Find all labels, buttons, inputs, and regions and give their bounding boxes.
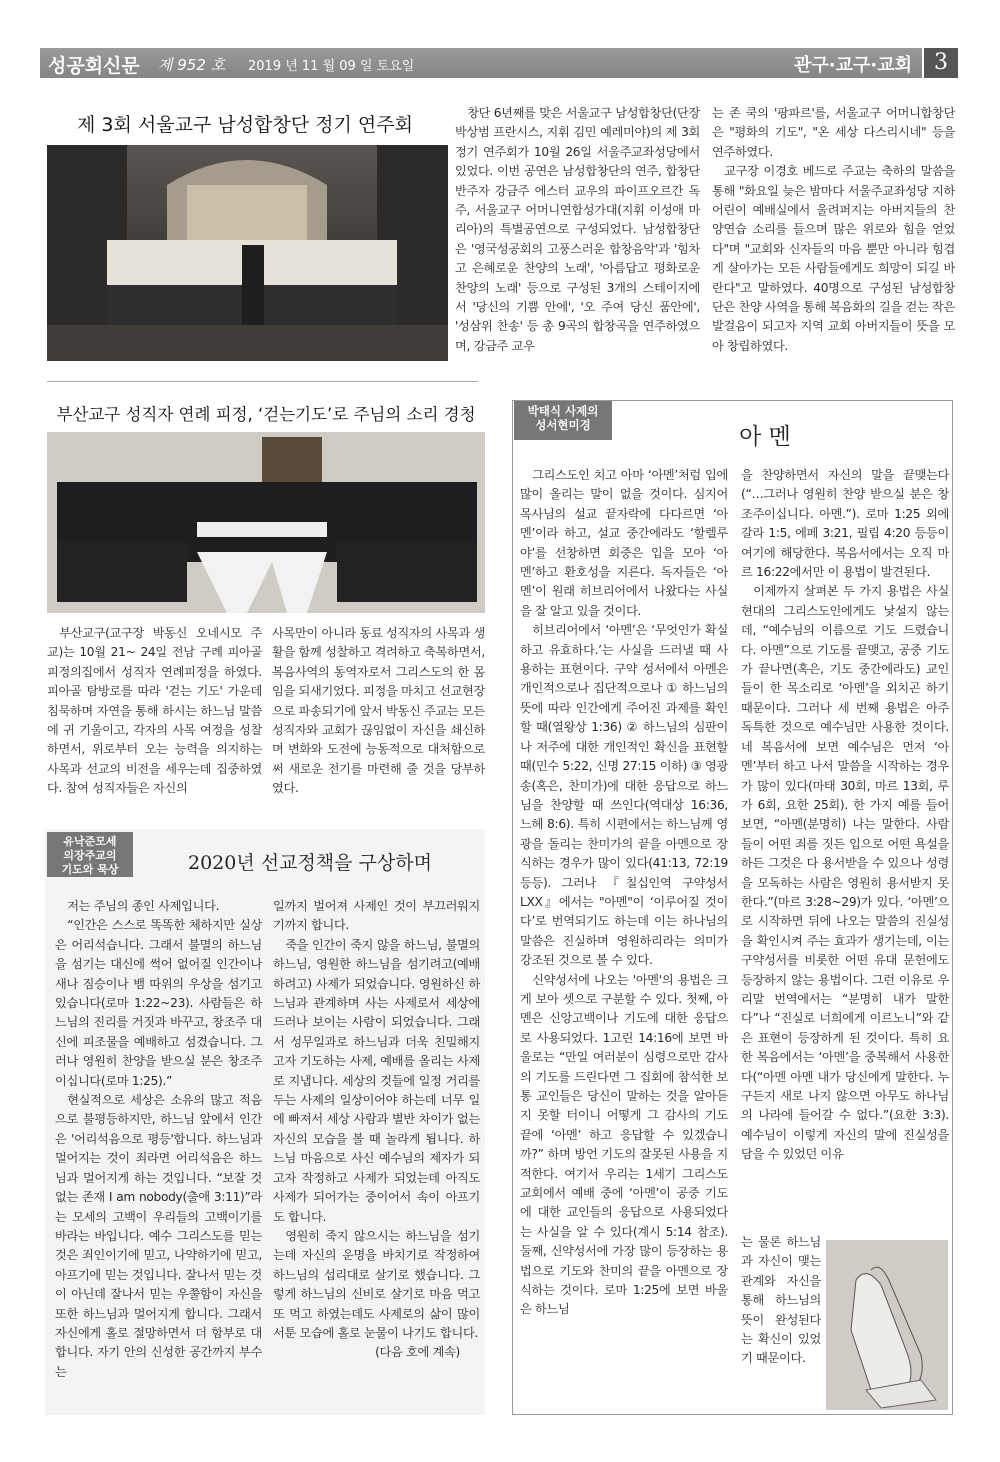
choir-photo-image <box>47 145 448 361</box>
bible-column-paragraph: 신약성서에 나오는 '아멘'의 용법은 크게 보아 셋으로 구분할 수 있다. 첫째, 아멘은 신앙고백이나 기도에 대한 응답으로 사용되었다. 1고린 14:16에 보면 바울로는 “만일 여러분이 심령으로만 감사의 기도를 드린다면 그 집회에 참석한 보통 교인들은 당신이 말하는 것을 알아듣지 못할 터이니 어떻게 그 감사의 기도 끝에 ‘아멘’ 하고 응답할 수 있겠습니까?” 하며 방언 기도의 잘못된 사용을 지적한다. 여기서 우리는 1세기 그리스도교회에서 예배 중에 ‘아멘’이 공중 기도에 대한 교인들의 응답으로 사용되었다는 사실을 알 수 있다(계시 5:14 참조). 둘째, 신약성서에 가장 많이 등장하는 용법으로 기도와 찬미의 끝을 아멘으로 장식하는 것이다. 로마 1:25에 보면 바울은 하느님 <box>520 972 728 1317</box>
divider <box>47 381 478 382</box>
clergy-photo <box>47 432 485 613</box>
bishop-column-paragraph: 현실적으로 세상은 소유의 많고 적음으로 불평등하지만, 하느님 앞에서 인간은 '어리석음으로 평등'합니다. 하느님과 멀어지는 것이 죄라면 어리석음은 하느님과 멀어지게 하는 것입니다. “보잘 것 없는 존재 I am nobody(출애 3:11)”라는 모세의 고백이 우리들의 고백이기를 바라는 바입니다. 예수 그리스도를 믿는 것은 죄인이기에 믿고, 나약하기에 믿고, 아프기에 믿는 것입니다. 잘나서 믿는 것이 아닌데 잘나서 믿는 우쭐함이 자신을 또한 하느님과 멀어지게 합니다. 그래서 자신에게 홀로 절망하면서 더 함부로 대합니다. 자기 안의 신성한 공간까지 부수는 <box>55 1093 262 1379</box>
bible-column-title: 아 멘 <box>739 424 791 450</box>
section-name: 관구·교구·교회 <box>793 55 912 76</box>
label-line: 유낙준모세 <box>63 835 117 848</box>
bishop-column-paragraph: 영원히 죽지 않으시는 하느님을 섬기는데 자신의 운명을 바치기로 작정하여 하느님의 섭리대로 살기로 했습니다. 그렇게 하느님의 신비로 살기로 마음 먹고 또 먹고 하였는데도 사제로의 삶이 많이 서툰 모습에 홀로 눈물이 나기도 합니다. <box>273 1228 480 1340</box>
page-number: 3 <box>922 48 958 78</box>
article1-title: 제 3회 서울교구 남성합창단 정기 연주회 <box>77 114 413 136</box>
bible-column-col-2-end <box>741 1233 821 1369</box>
choir-photo <box>47 145 448 361</box>
label-line: 박태식 사제의 <box>527 404 599 418</box>
article1-column-1 <box>455 104 700 356</box>
clergy-photo-image <box>47 432 485 613</box>
bishop-column-paragraph: “인간은 스스로 똑똑한 체하지만 실상은 어리석습니다. 그래서 불멸의 하느님을 섬기는 대신에 썩어 없어질 인간이나 새나 짐승이나 뱀 따위의 우상을 섬기고 있습니다(로마 1:22~23). 사람들은 하느님의 진리를 거짓과 바꾸고, 창조주 대신에 피조물을 예배하고 섬겼습니다. 그러나 영원히 찬양을 받으실 분은 창조주이십니다(로마 1:25).” <box>55 918 262 1088</box>
bishop-column-paragraph: 일까지 벌어져 사제인 것이 부끄러워지기까지 합니다. <box>273 899 480 933</box>
label-line: 기도와 묵상 <box>61 863 119 876</box>
article1-paragraph: 는 존 쿡의 '팡파르'를, 서울교구 어머니합창단은 "평화의 기도", "온 세상 다스리시네" 등을 연주하였다. <box>712 106 955 159</box>
bible-column-paragraph: 는 물론 하느님과 자신이 맺는 관계와 자신을 통해 하느님의 뜻이 완성된다는 확신이 있었기 때문이다. <box>741 1235 821 1366</box>
praying-hands-icon <box>826 1240 948 1410</box>
article2-title: 부산교구 성직자 연례 피정, ‘걷는기도’로 주님의 소리 경청 <box>56 405 476 424</box>
issue-date: 2019 년 11 월 09 일 토요일 <box>248 59 415 74</box>
article1-paragraph: 창단 6년째를 맞은 서울교구 남성합창단(단장 박상범 프란시스, 지휘 김민 예레미야)의 제 3회 정기 연주회가 10월 26일 서울주교좌성당에서 있었다. 이번 공연은 남성합창단의 연주, 합창단 반주자 강금주 에스터 교우의 파이프오르간 독주, 서울교구 어머니연합성가대(지휘 이성애 마리아)의 특별공연으로 구성되었다. 남성합창단은 '영국성공회의 고풍스러운 합창음악'과 '힘차고 은혜로운 찬양의 노래', '아름답고 평화로운 찬양의 노래' 등으로 구성된 3개의 스테이지에서 '당신의 기쁨 안에', '오 주여 당신 품안에', '성삼위 찬송' 등 총 9곡의 합창곡을 연주하였으며, 강금주 교우 <box>455 106 700 353</box>
bible-column-col-2 <box>741 466 949 1165</box>
article2-column-2 <box>272 624 485 799</box>
bible-column-paragraph: 그리스도인 치고 아마 ‘아멘’처럼 입에 많이 올리는 말이 없을 것이다. 심지어 목사님의 설교 끝자락에 다다르면 ‘아멘’이라 하고, 설교 중간에라도 ‘할렐루야’를 선창하면 회중은 입을 모아 ‘아멘’하고 환호성을 지른다. 독자들은 ‘아멘’이 원래 히브리어에서 나왔다는 사실을 잘 알고 있을 것이다. <box>520 468 728 618</box>
masthead-bar <box>40 48 958 78</box>
newspaper-name: 성공회신문 <box>48 55 140 77</box>
article2-paragraph: 사목만이 아니라 동료 성직자의 사목과 생활을 함께 성찰하고 격려하고 축복하면서, 복음사역의 동역자로서 그리스도의 한 몸임을 되새기었다. 피정을 마치고 선교현장으로 파송되기에 앞서 박동신 주교는 모든 성직자와 교회가 끊임없이 자신을 쇄신하며 변화와 도전에 능동적으로 대처함으로써 새로운 전기를 마련해 줄 것을 당부하였다. <box>272 626 485 796</box>
bishop-column-label <box>47 832 133 877</box>
bishop-column-col-2 <box>273 897 480 1363</box>
article2-column-1 <box>47 624 262 799</box>
bible-column-paragraph: 을 찬양하면서 자신의 말을 끝맺는다(“…그러나 영원히 찬양 받으실 분은 창조주이십니다. 아멘.”). 로마 1:25 외에 갈라 1:5, 에페 3:21, 필립 4:20 등등이 여기에 해당한다. 복음서에서는 오직 마르 16:22에서만 이 용법이 발견된다. <box>741 468 949 580</box>
continued-note: (다음 호에 계속) <box>375 1345 460 1360</box>
bible-column-label <box>514 401 612 440</box>
article1-paragraph: 교구장 이경호 베드로 주교는 축하의 말씀을 통해 "화요일 늦은 밤마다 서울주교좌성당 지하 어린이 예배실에서 울려퍼지는 아버지들의 찬양연습 소리를 들으며 많은 위로와 힘을 얻었다"며 "교회와 신자들의 마음 뿐만 아니라 힘겹게 살아가는 모든 사람들에게도 희망이 되길 바란다"고 말하였다. 40명으로 구성된 남성합창단은 찬양 사역을 통해 복음화의 길을 걷는 작은 발걸음이 되고자 지역 교회 아버지들이 뜻을 모아 창립하였다. <box>712 164 956 353</box>
praying-hands-image <box>826 1240 948 1410</box>
issue-number: 제 952 호 <box>158 56 226 74</box>
bible-column-paragraph: 이제까지 살펴본 두 가지 용법은 사실 현대의 그리스도인에게도 낯설지 않는데, “예수님의 이름으로 기도 드렸습니다. 아멘”으로 기도를 끝맺고, 공중 기도가 끝나면(혹은, 기도 중간에라도) 교인들이 한 목소리로 ‘아멘’을 외치곤 하기 때문이다. 그러나 세 번째 용법은 아주 독특한 것으로 예수님만 사용한 것이다. 네 복음서에 보면 예수님은 먼저 ‘아멘’부터 하고 나서 말씀을 시작하는 경우가 많이 있다(마태 30회, 마르 13회, 루가 6회, 요한 25회). 한 가지 예를 들어보면, “아멘(분명히) 나는 말한다. 사람들이 어떤 죄를 짓든 입으로 어떤 욕설을 하든 그것은 다 용서받을 수 있으나 성령을 모독하는 사람은 영원히 용서받지 못한다.”(마르 3:28~29)가 있다. ‘아멘’으로 시작하면 뒤에 나오는 말씀의 진실성을 확인시켜 주는 효과가 생기는데, 이는 구약성서를 비롯한 어떤 유대 문헌에도 등장하지 않는 용법이다. 그런 이유로 우리말 번역에서는 “분명히 내가 말한다”나 “진실로 너희에게 이르노니”와 같은 표현이 등장하게 된 것이다. 특히 요한 복음에서는 ‘아멘’을 중복해서 사용한다(“아멘 아멘 내가 당신에게 말한다. 누구든지 새로 나지 않으면 아무도 하나님의 나라에 들어갈 수 없다.”(요한 3:3). 예수님이 이렇게 자신의 말에 진실성을 담을 수 있었던 이유 <box>741 584 949 1162</box>
label-line: 의장주교의 <box>63 849 117 862</box>
bishop-column-col-1 <box>55 897 262 1382</box>
label-line: 성서현미경 <box>535 418 591 432</box>
bible-column-paragraph: 히브리어에서 ‘아멘’은 ‘무엇인가 확실하고 유효하다.’는 사실을 드러낼 때 사용하는 표현이다. 구약 성서에서 아멘은 개인적으로나 집단적으로나 ① 하느님의 뜻에 따라 인간에게 주어진 과제를 확인할 때(열왕상 1:36) ② 하느님의 심판이나 저주에 대한 개인적인 확신을 표현할 때(민수 5:22, 신명 27:15 이하) ③ 영광송(혹은, 찬미가)에 대한 응답으로 하느님을 찬양할 때 쓰인다(역대상 16:36, 느헤 8:6). 특히 시편에서는 하느님께 영광을 돌리는 찬미가의 끝을 아멘으로 장식하는 경우가 많이 있다(41:13, 72:19 등등). 그러나 『칠십인역 구약성서 LXX』에서는 "아멘"이 ‘이루어질 것이다’로 번역되기도 하는데 이는 하나님의 말씀은 진실하며 영원하리라는 의미가 강조된 것으로 볼 수 있다. <box>520 623 728 968</box>
article2-paragraph: 부산교구(교구장 박동신 오네시모 주교)는 10월 21~ 24일 전남 구례 피아골 피정의집에서 성직자 연례피정을 하였다. 피아골 탐방로를 따라 '걷는 기도' 가운데 침묵하며 자연을 통해 하시는 하느님 말씀에 귀 기울이고, 각자의 사목 여정을 성찰하면서, 위로부터 오는 능력을 의지하는 사목과 선교의 비전을 세우는데 집중하였다. 참여 성직자들은 자신의 <box>47 626 262 796</box>
article1-column-2 <box>712 104 955 356</box>
bishop-column-paragraph: 죽을 인간이 죽지 않을 하느님, 불멸의 하느님, 영원한 하느님을 섬기려고(예배하려고) 사제가 되었습니다. 영원하신 하느님과 관계하며 사는 사제로서 세상에 드러나 보이는 사람이 되었습니다. 그래서 성무일과로 하느님과 더욱 친밀해지고자 기도하는 사제, 예배를 올리는 사제로 지냅니다. 세상의 것들에 일정 거리를 두는 사제의 일상이어야 하는데 너무 일에 빠져서 세상 사람과 별반 차이가 없는 자신의 모습을 볼 때 놀라게 됩니다. 하느님 마음으로 사신 예수님의 제자가 되고자 작정하고 사제가 되었는데 아직도 사제가 되어가는 중이어서 속이 아프기도 합니다. <box>273 937 480 1224</box>
bible-column-col-1 <box>520 466 728 1320</box>
bishop-column-title: 2020년 선교정책을 구상하며 <box>188 852 432 874</box>
bishop-column-paragraph: 저는 주님의 종인 사제입니다. <box>67 899 220 913</box>
